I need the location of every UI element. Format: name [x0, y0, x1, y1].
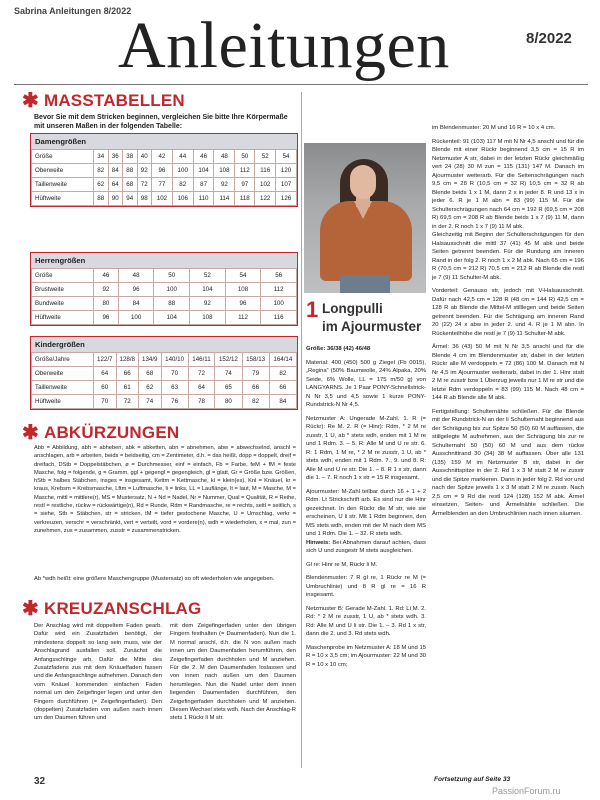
herren-row-label: Größe: [32, 269, 94, 283]
herren-cell: 52: [190, 269, 226, 283]
kinder-row: [32, 381, 297, 395]
damen-cell: 54: [276, 150, 297, 164]
kinder-cell: 60: [94, 381, 117, 395]
damen-cell: 40: [137, 150, 152, 164]
gl-re: Gl re: Hinr re M, Rückr li M.: [306, 561, 378, 568]
herren-row: [32, 311, 297, 325]
damen-cell: 122: [255, 192, 276, 206]
damen-cell: 82: [172, 178, 193, 192]
herren-cell: 104: [154, 311, 190, 325]
watermark: PassionForum.ru: [492, 786, 561, 796]
kinder-cell: 70: [94, 395, 117, 409]
damen-cell: 72: [137, 178, 152, 192]
herren-row: [32, 283, 297, 297]
herren-table-title: Herrengrößen: [31, 253, 297, 268]
damen-cell: 62: [94, 178, 109, 192]
damen-cell: 112: [235, 164, 255, 178]
kinder-cell: 66: [269, 381, 296, 395]
damen-cell: 46: [193, 150, 214, 164]
kinder-row-label: Hüftweite: [32, 395, 94, 409]
kinder-cell: 63: [161, 381, 188, 395]
kinder-table-title: Kindergrößen: [31, 337, 297, 352]
herren-row: [32, 297, 297, 311]
material: Material: 400 (450) 500 g Ziegel (Fb 0015), „Regina“ (50% Baumwolle, 24% Alpaka, 20% Seide, 6% Wolle, LL = 175 m/50 g) von LANGYARNS. Je 1 Paar PONY-Schnellstrick-N Nr 3,5 und 4,5 sowie 1 kurze PONY-Rundstrick-N Nr 4,5.: [306, 359, 426, 408]
issue-label: 8/2022: [526, 30, 572, 47]
damen-cell: 90: [108, 192, 123, 206]
netzmuster-a: Netzmuster A: Ungerade M-Zahl. 1. R (= Rückr): Re M. 2. R (= Hinr): Rdm, * 2 M re zusstr, 1 U, ab * stets wdh, enden mit 1 M re und 1 Rdm. 3. – 5. R: Alle M und U re str. 6. R: 1 Rdm, 1 M re, * 2 M re zusstr, 1 U, ab * stets wdh, enden mit 1 Rdm. 7., 9. und 8. R: Alle M und U re str. Die 1. – 8. R 1 x str, dann die 1. – 7. R noch 1 x str = 15 R insgesamt.: [306, 415, 426, 481]
damen-cell: 96: [152, 164, 173, 178]
damen-table-title: Damengrößen: [31, 134, 297, 149]
damen-cell: 126: [276, 192, 297, 206]
herren-cell: 112: [225, 311, 261, 325]
kinder-cell: 72: [116, 395, 139, 409]
damen-row-label: Taillenweite: [32, 178, 94, 192]
damen-cell: 107: [276, 178, 297, 192]
damen-cell: 68: [123, 178, 138, 192]
herren-row-label: Brustweite: [32, 283, 94, 297]
maschenprobe: Maschenprobe im Netzmuster A: 18 M und 15 R = 10 x 3,5 cm; im Ajourmuster: 22 M und 30 R = 10 x 10 cm;: [306, 644, 426, 668]
kreuzanschlag-col1: Der Anschlag wird mit doppeltem Faden gearb. Dafür wird ein Zusatzfaden benötigt, der mindestens doppelt so lang sein muss, wie der Anschlagrand ausfallen soll. Zunächst die Anfangsschlinge arb. Dafür die Mitte des Zusatzfadens zus mit dem Knäuelfaden fassen und die Anfangsschlinge aufnehmen. Danach den vom Knäuel kommenden einfachen Faden normal um den Zeigefinger legen und unter den Fingern durchführen (= Zeigefingerfaden). Den (doppelten) Zusatzfaden von außen nach innen um den Daumen führen und: [34, 623, 162, 722]
herren-cell: 50: [154, 269, 190, 283]
kinder-cell: 66: [116, 367, 139, 381]
damen-cell: 92: [137, 164, 152, 178]
kinder-cell: 64: [94, 367, 117, 381]
damen-cell: 102: [152, 192, 173, 206]
groesse: Größe: 36/38 (42) 46/48: [306, 346, 371, 352]
kinder-cell: 164/14: [269, 353, 296, 367]
damen-cell: 52: [255, 150, 276, 164]
herren-cell: 56: [261, 269, 297, 283]
kinder-table: [30, 336, 298, 410]
masstabellen-intro: Bevor Sie mit dem Stricken beginnen, vergleichen Sie bitte Ihre Körpermaße mit unseren Maßen in der folgenden Tabelle:: [34, 114, 288, 130]
page-title: Anleitungen: [118, 9, 450, 82]
herren-cell: 104: [190, 283, 226, 297]
herren-row: [32, 269, 297, 283]
kinder-row-label: Taillenweite: [32, 381, 94, 395]
kinder-cell: 84: [269, 395, 296, 409]
abkuerzungen-text: Abb = Abbildung, abh = abheben, abk = abketten, abn = abnehmen, abw = abwechselnd, anschl = anschlagen, arb = arbeiten, beids = beidseitig, cm = Zentimeter, d.h. = das heißt, dopp = doppelt, dreif = dreifach, DStb = Doppelstäbchen, ø = Durchmesser, einf = einfach, Fb = Farbe, feM + fM = feste Masche, folg = folgende, g = Gramm, ggl + gegengl = gegengleich, gl = glatt, Gr = Größe bzw. Größen, hStb = halbes Stäbchen, insges = insgesamt, Kettm = Kettmasche, kl = klein(es), Knl = Knäuel, kr = kraus, Krebsm = Krebsmasche, Lftm = Luftmasche, li = links, LL = Lauflänge, lt = laut, M = Masche, M = Masche, mittl = mittlere(r), MS = Mustersatz, N + Nd = Nadel, Nr = Nummer, Qual = Qualität, R = Reihe, restl = restliche, rückw = rückwärtige(n), Rd = Runde, Rdm = Randmasche, re = rechts, seitl = seitlich, s = siehe, Stb = Stäbchen, str = stricken, tM = tiefer gestochene Masche, U = Umschlag, verkr = verkreuzen, verschr = verschränkt, vert = verteilt, vord = vordere(n), wdh = wiederholen, x = mal, zun = zunehmen, zus = zusammen, zusstr = zusammenstricken.: [34, 445, 296, 534]
damen-cell: 100: [172, 164, 193, 178]
rueckenteil: Rückenteil: 91 (103) 117 M mit N Nr 4,5 anschl und für die Blende mit einer Rückr beginnend 3,5 cm = 15 R im Netzmuster A str, dabei in der letzten Rückr gleichmäßig vert 24 (28) 30 M zun = 115 (131) 147 M. Danach im Ajourmuster weiterarb. Für die Seitenschrägungen nach 9,5 cm = 28 R (10,5 cm = 32 R) 10,5 cm = 32 R ab Blende beids 1 x 1 M, dann 2 x in jeder 8. R und 13 x in jeder 6. R je 1 M abn = 83 (99) 115 M. Für die Schulterschrägungen nach 64 cm = 192 R (69,5 cm = 208 R) 69,5 cm = 208 R ab Blende beids 1 x 7 (9) 11 M, dann in der 2. R noch 1 x 7 (9) 11 M abk.: [432, 138, 584, 230]
damen-row-label: Größe: [32, 150, 94, 164]
gleichzeitig: Gleichzeitig mit Beginn der Schulterschrägungen für den Halsausschnitt die mittl 37 (41) 45 M abk und beide Seiten getrennt beenden. Für die Rundung am inneren Rand in der folg 2. R noch 1 x 2 M abk. Nach 65 cm = 196 R (70,5 cm = 212 R) 70,5 cm = 212 R ab Blende die restl je 7 (9) 11 Schulter-M abk.: [432, 232, 584, 281]
asterisk-icon: ✱: [22, 422, 39, 444]
herren-cell: 108: [225, 283, 261, 297]
kinder-cell: 82: [242, 395, 269, 409]
damen-cell: 98: [137, 192, 152, 206]
herren-cell: 100: [118, 311, 154, 325]
herren-cell: 88: [154, 297, 190, 311]
damen-cell: 108: [214, 164, 235, 178]
damen-cell: 34: [94, 150, 109, 164]
kinder-cell: 72: [188, 367, 215, 381]
vorderteil: Vorderteil: Genauso str, jedoch mit V-Halsausschnitt. Dafür nach 42,5 cm = 128 R (48 cm = 144 R) 42,5 cm = 128 R ab Blende die Mittel-M stilllegen und beide Seiten getrennt beenden. Für die Schrägung am inneren Rand 20 (22) 24 x abw in jeder 2. und 4. R je 1 M abn. In Rückenteilhöhe die restl je 7 (9) 11 Schulter-M abk.: [432, 288, 584, 337]
damen-cell: 42: [152, 150, 173, 164]
damen-cell: 77: [152, 178, 173, 192]
damen-cell: 88: [94, 192, 109, 206]
kreuzanschlag-heading: ✱ KREUZANSCHLAG: [22, 598, 202, 620]
kinder-cell: 158/13: [242, 353, 269, 367]
page-number: 32: [34, 776, 46, 787]
continuation-note: Fortsetzung auf Seite 33: [434, 776, 511, 783]
kinder-cell: 76: [161, 395, 188, 409]
right-column: [432, 124, 584, 518]
damen-cell: 38: [123, 150, 138, 164]
damen-cell: 92: [214, 178, 235, 192]
damen-row: [32, 150, 297, 164]
damen-row: [32, 192, 297, 206]
blendenmuster-probe: im Blendenmuster: 20 M und 16 R = 10 x 4 cm.: [432, 125, 556, 131]
damen-cell: 116: [255, 164, 276, 178]
kinder-cell: 62: [139, 381, 162, 395]
kinder-row: [32, 367, 297, 381]
model-photo: [304, 143, 426, 293]
blendenmuster: Blendenmuster: 7 R gl re, 1 Rückr re M (= Umbruchlinie) und 8 R gl re = 16 R insgesamt.: [306, 575, 426, 598]
damen-table-grid: [31, 149, 297, 206]
kinder-cell: 82: [269, 367, 296, 381]
damen-cell: 102: [255, 178, 276, 192]
damen-cell: 120: [276, 164, 297, 178]
damen-table: [30, 133, 298, 207]
kinder-cell: 152/12: [215, 353, 242, 367]
kinder-table-grid: [31, 352, 297, 409]
herren-cell: 48: [118, 269, 154, 283]
herren-cell: 92: [94, 283, 119, 297]
herren-row-label: Hüftweite: [32, 311, 94, 325]
kinder-row-label: Größe/Jahre: [32, 353, 94, 367]
aermel: Ärmel: 36 (43) 50 M mit N Nr 3,5 anschl und für die Blende 4 cm im Blendenmuster str, dabei in der letzten Rückr alle M verdoppeln = 72 (86) 100 M. Danach mit N Nr 4,5 im Ajourmuster weiterarb, dabei in der 1. Hinr statt 2 M re zusstr bzw 1 Überzug jeweils nur 1 M re str und die letzte Rdm verdoppeln = 83 (99) 115 M. Nach 48 cm = 144 R ab Blende alle M abk.: [432, 344, 584, 401]
herren-row-label: Bundweite: [32, 297, 94, 311]
damen-cell: 118: [235, 192, 255, 206]
kreuzanschlag-col2: mit dem Zeigefingerfaden unter den übrigen Fingern festhalten (= Daumenfaden). Nun die 1. M normal anschl, d.h. die N von außen nach innen um den Daumenfaden herumführen, den Zeigefingerfaden durchholen und M anziehen. Für die 2. M den Daumenfaden loslassen und von innen nach außen um den Daumen herumlegen. Nun die Nadel unter dem innen liegenden Daumenfaden durchführen, den Zeigefingerfaden durchholen und M anziehen. Diesen Wechsel stets wdh. Nach der Anschlag-R stets 1 Rückr li M str.: [170, 623, 296, 722]
herren-table-grid: [31, 268, 297, 325]
damen-row-label: Oberweite: [32, 164, 94, 178]
damen-cell: 48: [214, 150, 235, 164]
column-divider: [301, 92, 302, 768]
herren-cell: 92: [190, 297, 226, 311]
hinweis-label: Hinweis:: [306, 539, 331, 546]
asterisk-icon: ✱: [22, 90, 39, 112]
kinder-cell: 61: [116, 381, 139, 395]
damen-cell: 64: [108, 178, 123, 192]
masstabellen-heading: ✱ MASSTABELLEN: [22, 90, 185, 112]
damen-cell: 104: [193, 164, 214, 178]
herren-cell: 84: [118, 297, 154, 311]
model-name-line2: im Ajourmuster: [322, 319, 422, 334]
magazine-title: Sabrina Anleitungen 8/2022: [14, 6, 132, 16]
damen-cell: 88: [123, 164, 138, 178]
kinder-row-label: Oberweite: [32, 367, 94, 381]
damen-row: [32, 164, 297, 178]
herren-cell: 112: [261, 283, 297, 297]
herren-cell: 96: [118, 283, 154, 297]
damen-cell: 84: [108, 164, 123, 178]
kinder-cell: 64: [188, 381, 215, 395]
damen-cell: 50: [235, 150, 255, 164]
kinder-cell: 68: [139, 367, 162, 381]
kinder-cell: 146/11: [188, 353, 215, 367]
herren-table: [30, 252, 298, 326]
kinder-cell: 79: [242, 367, 269, 381]
herren-cell: 46: [94, 269, 119, 283]
kinder-cell: 80: [215, 395, 242, 409]
damen-cell: 106: [172, 192, 193, 206]
herren-cell: 80: [94, 297, 119, 311]
damen-cell: 82: [94, 164, 109, 178]
kinder-cell: 74: [139, 395, 162, 409]
herren-cell: 100: [154, 283, 190, 297]
model-number: 1: [306, 297, 319, 322]
kinder-cell: 74: [215, 367, 242, 381]
fertigstellung: Fertigstellung: Schulternähte schließen. Für die Blende mit der Rundstrick-N an der li Schulternaht beginnend aus der Schrägung bis zur Spitze 50 (50) 60 M auffassen, die stillgelegte M aufnehmen, aus der Schrägung bis zur re Schulternaht 50 (50) 60 M und aus dem rückw Ausschnittrand 30 (34) 38 M auffassen. Über alle 131 (135) 159 M im Netzmuster B str, dabei in der Ausschnittspitze in der 2. Rd 1 x 3 M statt 2 M re zusstr und die Spitze markieren. Dann in jeder folg 2. Rd vor und nach der Spitze jeweils 1 x 3 M statt 2 M re zusstr. Nach 2,5 cm = 9 Rd die restl 124 (128) 152 M abk. Ärmel einsetzen, Seiten- und Ärmelnähte schließen. Die Ärmelblenden an den Umbruchlinien nach innen säumen.: [432, 408, 584, 517]
kinder-row: [32, 395, 297, 409]
herren-cell: 100: [261, 297, 297, 311]
damen-cell: 44: [172, 150, 193, 164]
damen-row: [32, 178, 297, 192]
abkuerzungen-heading: ✱ ABKÜRZUNGEN: [22, 422, 180, 444]
damen-cell: 110: [193, 192, 214, 206]
herren-cell: 116: [261, 311, 297, 325]
damen-cell: 94: [123, 192, 138, 206]
hinweis: Bei Abnahmen darauf achten, dass sich U und zusgestr M stets ausgleichen.: [306, 539, 426, 554]
kinder-row: [32, 353, 297, 367]
damen-cell: 87: [193, 178, 214, 192]
kinder-cell: 66: [242, 381, 269, 395]
kinder-cell: 78: [188, 395, 215, 409]
kinder-cell: 70: [161, 367, 188, 381]
middle-column: [306, 345, 426, 669]
abkuerzungen-note: Ab *wdh heißt: eine größere Maschengruppe (Mustersatz) so oft wiederholen wie angegeben.: [34, 576, 275, 582]
netzmuster-b: Netzmuster B: Gerade M-Zahl. 1. Rd: Li M. 2. Rd: * 2 M re zusstr, 1 U, ab * stets wdh. 3. Rd: Alle M und U li str. Die 1. – 3. Rd 1 x str, dann die 2. und 3. Rd stets wdh.: [306, 605, 426, 637]
header-divider: [14, 84, 588, 85]
damen-row-label: Hüftweite: [32, 192, 94, 206]
model-name-line1: Longpulli: [322, 301, 383, 316]
damen-cell: 114: [214, 192, 235, 206]
damen-cell: 36: [108, 150, 123, 164]
herren-cell: 54: [225, 269, 261, 283]
kinder-cell: 122/7: [94, 353, 117, 367]
kinder-cell: 140/10: [161, 353, 188, 367]
kinder-cell: 65: [215, 381, 242, 395]
herren-cell: 96: [225, 297, 261, 311]
herren-cell: 108: [190, 311, 226, 325]
asterisk-icon: ✱: [22, 598, 39, 620]
kinder-cell: 128/8: [116, 353, 139, 367]
ajourmuster: Ajourmuster: M-Zahl teilbar durch 16 + 1 + 2 Rdm. Lt Strickschrift arb. Es sind nur die Hinr gezeichnet. In den Rückr die M str, wie sie erscheinen, U li str. Mit 1 Rdm beginnen, den MS stets wdh, enden mit der M nach dem MS und 1 Rdm. Die 1. – 32. R stets wdh.: [306, 488, 426, 537]
herren-cell: 96: [94, 311, 119, 325]
kinder-cell: 134/9: [139, 353, 162, 367]
damen-cell: 97: [235, 178, 255, 192]
